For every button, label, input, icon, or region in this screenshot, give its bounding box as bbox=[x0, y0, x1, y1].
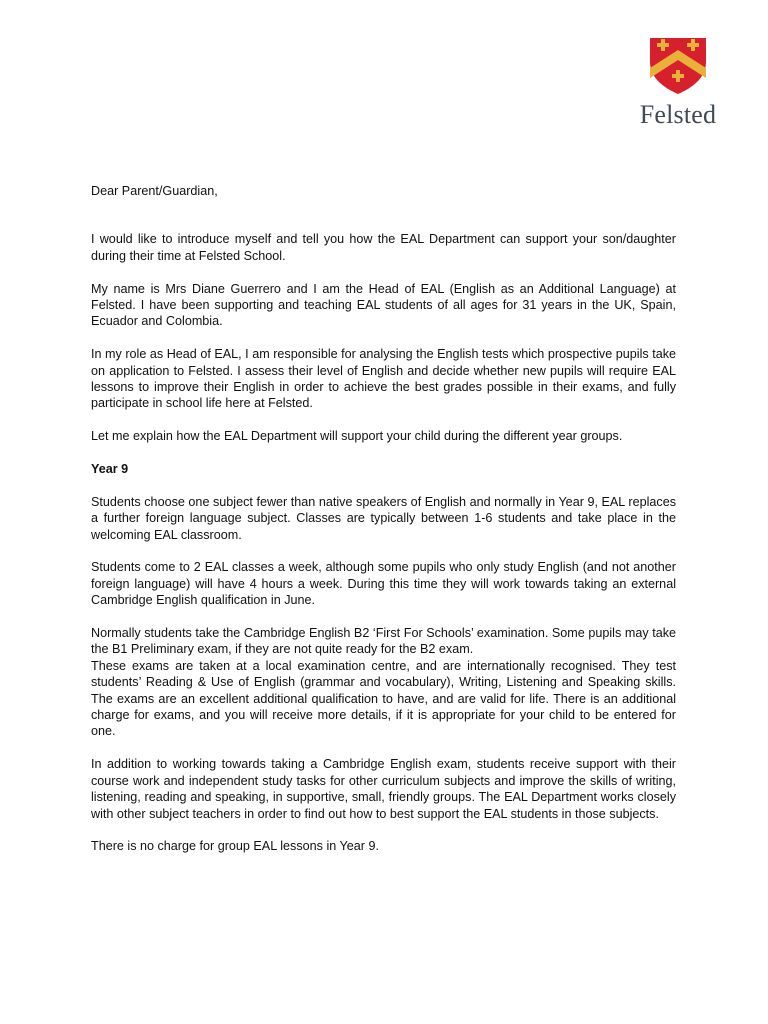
year9-paragraph-1: Students choose one subject fewer than native speakers of English and normally in Year 9, EAL replaces a further foreign language subject. Classes are typically between 1-6 students and take place in the welcoming EAL classroom. bbox=[91, 494, 676, 542]
salutation: Dear Parent/Guardian, bbox=[91, 184, 218, 198]
year9-paragraph-5: There is no charge for group EAL lessons in Year 9. bbox=[91, 839, 379, 854]
letter-body bbox=[91, 183, 676, 855]
year9-paragraph-4: In addition to working towards taking a Cambridge English exam, students receive support with their course work and independent study tasks for other curriculum subjects and improve the skills of writing, listening, reading and speaking, in supportive, small, friendly groups. The EAL Department works closely with other subject teachers in order to find out how to best support the EAL students in those subjects. bbox=[91, 757, 676, 821]
school-name: Felsted bbox=[639, 100, 717, 129]
intro-paragraph: I would like to introduce myself and tell you how the EAL Department can support your son/daughter during their time at Felsted School. bbox=[91, 232, 676, 263]
year9-paragraph-3a: Normally students take the Cambridge English B2 ‘First For Schools’ examination. Some pupils may take the B1 Preliminary exam, if they are not quite ready for the B2 exam. bbox=[91, 626, 676, 657]
role-paragraph: In my role as Head of EAL, I am responsible for analysing the English tests which prospective pupils take on application to Felsted. I assess their level of English and decide whether new pupils will require EAL lessons to improve their English in order to achieve the best grades possible in their exams, and fully participate in school life here at Felsted. bbox=[91, 347, 676, 411]
year9-paragraph-3b: These exams are taken at a local examination centre, and are internationally recognised. They test students’ Reading & Use of English (grammar and vocabulary), Writing, Listening and Speaking skills. The exams are an excellent additional qualification to have, and are valid for life. There is an additional charge for exams, and you will receive more details, if it is appropriate for your child to be entered for one. bbox=[91, 658, 676, 739]
year9-heading: Year 9 bbox=[91, 462, 129, 477]
name-paragraph: My name is Mrs Diane Guerrero and I am the Head of EAL (English as an Additional Language) at Felsted. I have been supporting and teaching EAL students of all ages for 31 years in the UK, Spain, Ecuador and Colombia. bbox=[91, 281, 676, 329]
year9-paragraph-2: Students come to 2 EAL classes a week, although some pupils who only study English (and not another foreign language) will have 4 hours a week. During this time they will work towards taking an external Cambridge English qualification in June. bbox=[91, 560, 676, 608]
explain-paragraph: Let me explain how the EAL Department will support your child during the different year groups. bbox=[91, 429, 623, 444]
shield-crest-icon bbox=[646, 36, 710, 96]
